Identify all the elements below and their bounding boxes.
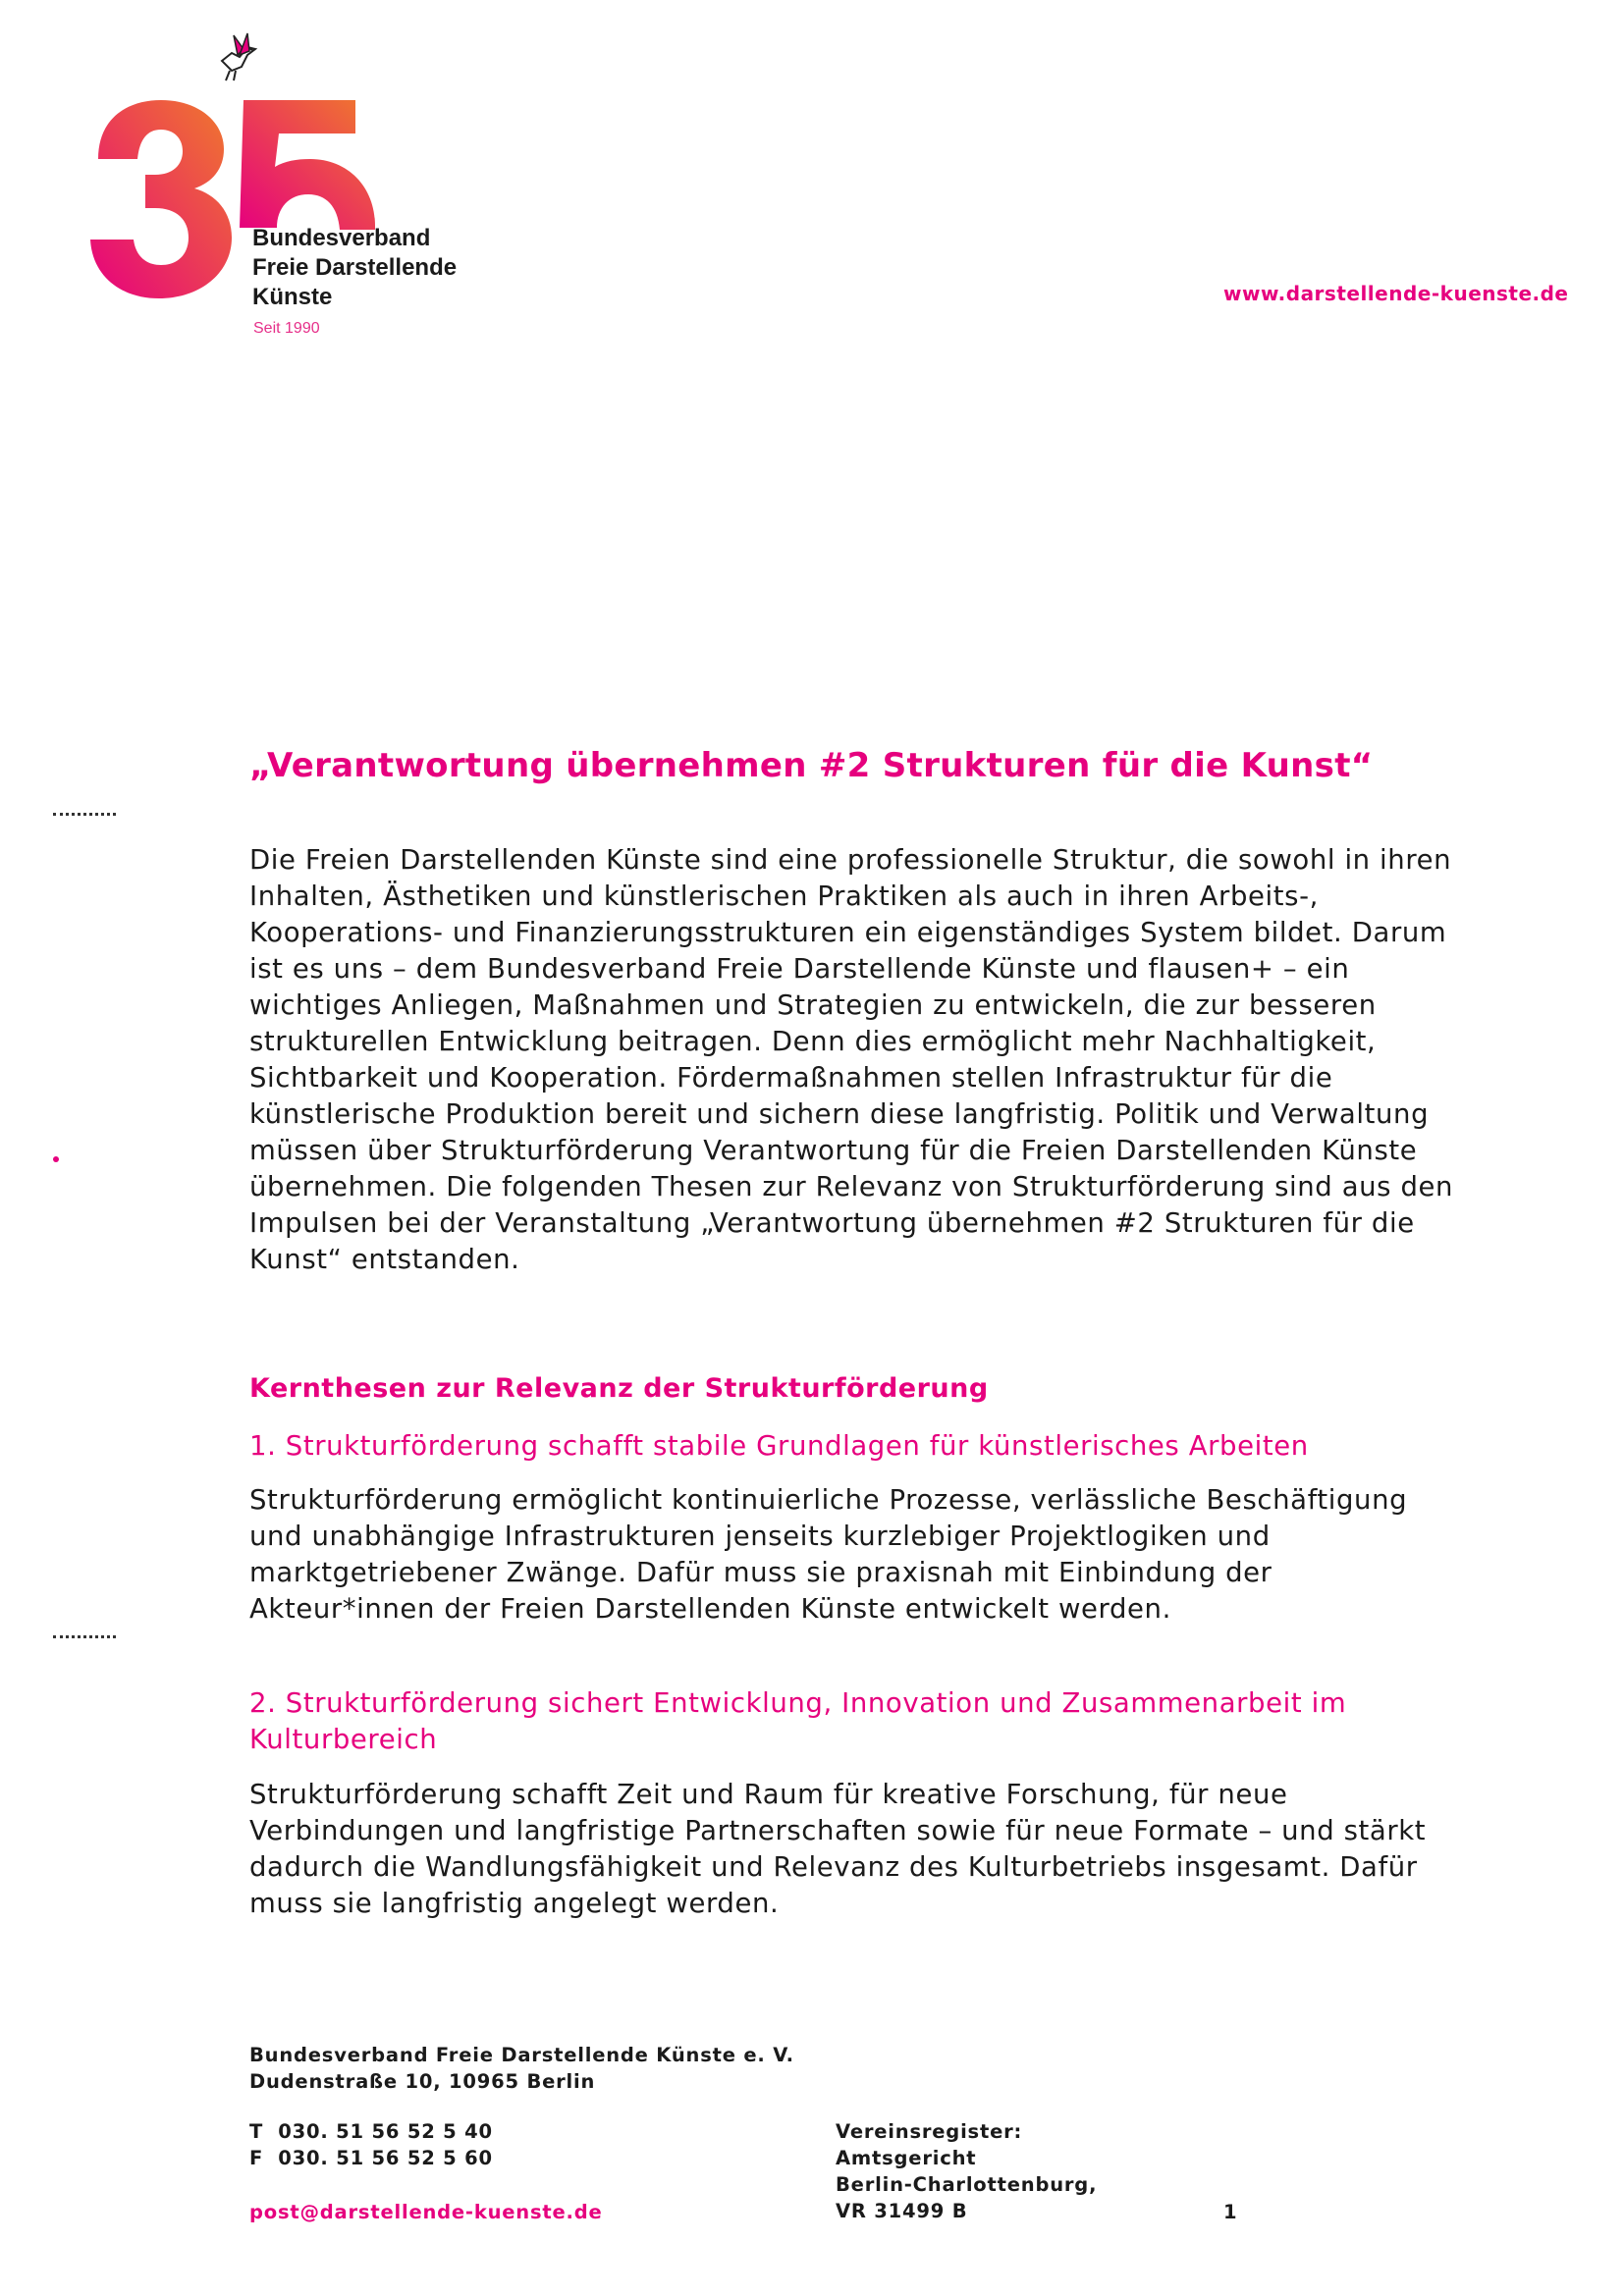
- logo-org-line: Künste: [252, 284, 333, 310]
- document-title: „Verantwortung übernehmen #2 Strukturen für die Kunst“: [249, 746, 1374, 785]
- header-website-link[interactable]: www.darstellende-kuenste.de: [1223, 282, 1569, 305]
- footer-email-link[interactable]: post@darstellende-kuenste.de: [249, 2201, 603, 2223]
- footer-org-name: Bundesverband Freie Darstellende Künste e. V.: [249, 2044, 794, 2066]
- fold-mark: [53, 813, 116, 816]
- logo-org-line: Bundesverband: [252, 225, 431, 251]
- footer-fax: F 030. 51 56 52 5 60: [249, 2147, 493, 2169]
- page-number: 1: [1223, 2201, 1238, 2223]
- footer-contact-block: [249, 2118, 493, 2171]
- thesis-body: Strukturförderung schafft Zeit und Raum für kreative Forschung, für neue Verbindungen und langfristige Partnerschaften sowie für neue Formate – und stärkt dadurch die Wandlungsfähigkeit und Relevanz des Kulturbetriebs insgesamt. Dafür muss sie langfristig angelegt werden.: [249, 1779, 1427, 1919]
- footer-register-line: Vereinsregister:: [836, 2120, 1023, 2143]
- footer-register-line: Amtsgericht: [836, 2147, 977, 2169]
- punch-mark: [53, 1156, 59, 1162]
- thesis-body: Strukturförderung ermöglicht kontinuierliche Prozesse, verlässliche Beschäftigung und unabhängige Infrastrukturen jenseits kurzlebiger Projektlogiken und marktgetriebener Zwänge. Dafür muss sie praxisnah mit Einbindung der Akteur*innen der Freien Darstellenden Künste entwickelt werden.: [249, 1484, 1408, 1625]
- thesis-heading: 1. Strukturförderung schafft stabile Grundlagen für künstlerisches Arbeiten: [249, 1430, 1309, 1462]
- footer-register-line: Berlin-Charlottenburg,: [836, 2173, 1098, 2196]
- logo: [88, 20, 501, 353]
- footer-register-block: [836, 2118, 1097, 2224]
- bird-icon: [222, 33, 255, 80]
- footer-phone: T 030. 51 56 52 5 40: [249, 2120, 493, 2143]
- section-title: Kernthesen zur Relevanz der Strukturförderung: [249, 1373, 989, 1404]
- fold-mark: [53, 1635, 116, 1638]
- intro-paragraph: Die Freien Darstellenden Künste sind eine professionelle Struktur, die sowohl in ihren Inhalten, Ästhetiken und künstlerischen Praktiken als auch in ihren Arbeits-, Kooperations- und Finanzierungsstrukturen ein eigenständiges System bildet. Darum ist es uns – dem Bundesverband Freie Darstellende Künste und flausen+ – ein wichtiges Anliegen, Maßnahmen und Strategien zu entwickeln, die zur besseren strukturellen Entwicklung beitragen. Denn dies ermöglicht mehr Nachhaltigkeit, Sichtbarkeit und Kooperation. Fördermaßnahmen stellen Infrastruktur für die künstlerische Produktion bereit und sichern diese langfristig. Politik und Verwaltung müssen über Strukturförderung Verantwortung für die Freien Darstellenden Künste übernehmen. Die folgenden Thesen zur Relevanz von Strukturförderung sind aus den Impulsen bei der Veranstaltung „Verantwortung übernehmen #2 Strukturen für die Kunst“ entstanden.: [249, 844, 1454, 1275]
- footer-register-line: VR 31499 B: [836, 2200, 968, 2222]
- footer-address: Dudenstraße 10, 10965 Berlin: [249, 2070, 596, 2093]
- footer-address-block: [249, 2042, 794, 2095]
- logo-since: Seit 1990: [253, 320, 320, 337]
- thesis-heading: 2. Strukturförderung sichert Entwicklung, Innovation und Zusammenarbeit im Kulturbereich: [249, 1687, 1347, 1755]
- logo-org-line: Freie Darstellende: [252, 254, 458, 281]
- logo-org-name: [252, 224, 508, 312]
